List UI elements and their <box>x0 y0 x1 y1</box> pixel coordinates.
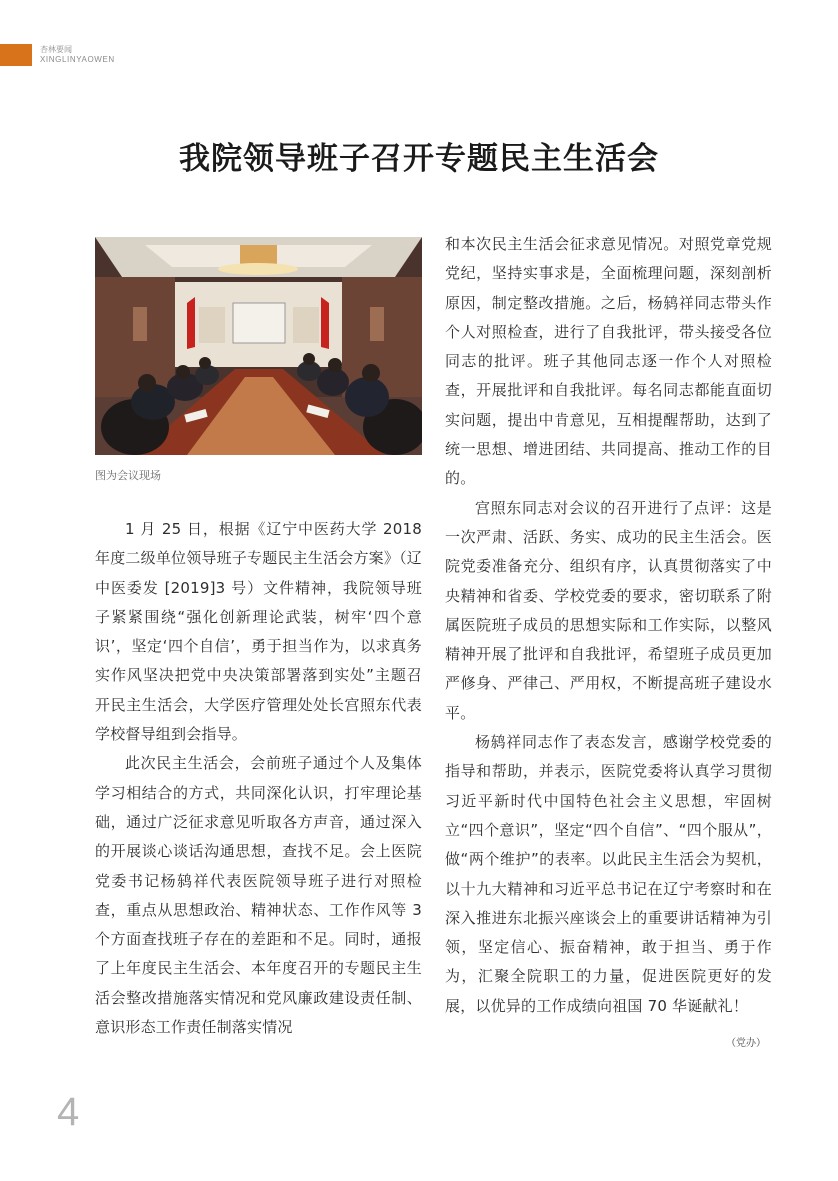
article-paragraph: 宫照东同志对会议的召开进行了点评：这是一次严肃、活跃、务实、成功的民主生活会。医院党委准备充分、组织有序，认真贯彻落实了中央精神和省委、学校党委的要求，密切联系了附属医院班子成员的思想实际和工作实际，以整风精神开展了批评和自我批评，希望班子成员更加严修身、严律己、严用权，不断提高班子建设水平。 <box>445 498 772 722</box>
photo-caption: 图为会议现场 <box>95 469 161 482</box>
section-color-bar <box>0 44 32 66</box>
section-tag <box>40 45 115 65</box>
article-paragraph: 杨鸫祥同志作了表态发言，感谢学校党委的指导和帮助，并表示，医院党委将认真学习贯彻习近平新时代中国特色社会主义思想，牢固树立“四个意识”，坚定“四个自信”、“四个服从”，做“两个维护”的表率。以此民主生活会为契机，以十九大精神和习近平总书记在辽宁考察时和在深入推进东北振兴座谈会上的重要讲话精神为引领，坚定信心、振奋精神，敢于担当、勇于作为，汇聚全院职工的力量，促进医院更好的发展，以优异的工作成绩向祖国 70 华诞献礼！ <box>445 733 772 1015</box>
article-paragraph-continuation: 和本次民主生活会征求意见情况。对照党章党规党纪，坚持实事求是，全面梳理问题，深刻剖析原因，制定整改措施。之后，杨鸫祥同志带头作个人对照检查，进行了自我批评，带头接受各位同志的批评。班子其他同志逐一作个人对照检查，开展批评和自我批评。每名同志都能直面切实问题，提出中肯意见，互相提醒帮助，达到了统一思想、增进团结、共同提高、推动工作的目的。 <box>445 235 772 488</box>
meeting-photo <box>95 237 422 455</box>
article-body-right-column <box>445 230 772 1021</box>
page-number: 4 <box>57 1090 80 1134</box>
section-name-cn: 杏林要闻 <box>40 45 72 54</box>
article-title: 我院领导班子召开专题民主生活会 <box>179 141 659 177</box>
article-paragraph: 此次民主生活会，会前班子通过个人及集体学习相结合的方式，共同深化认识，打牢理论基础，通过广泛征求意见听取各方声音，通过深入的开展谈心谈话沟通思想，查找不足。会上医院党委书记杨鸫祥代表医院领导班子进行对照检查，重点从思想政治、精神状态、工作作风等 3 个方面查找班子存在的差距和不足。同时，通报了上年度民主生活会、本年度召开的专题民主生活会整改措施落实情况和党风廉政建设责任制、意识形态工作责任制落实情况 <box>95 754 422 1037</box>
section-name-en: XINGLINYAOWEN <box>40 55 115 64</box>
article-signature: （党办） <box>726 1038 766 1049</box>
article-paragraph: 1 月 25 日，根据《辽宁中医药大学 2018 年度二级单位领导班子专题民主生活会方案》（辽中医委发 [2019]3 号）文件精神，我院领导班子紧紧围绕“强化创新理论武装，树牢‘四个意识’，坚定‘四个自信’，勇于担当作为，以求真务实作风坚决把党中央决策部署落到实处”主题召开民主生活会，大学医疗管理处处长宫照东代表学校督导组到会指导。 <box>95 520 422 744</box>
article-body-left-column <box>95 515 422 1042</box>
